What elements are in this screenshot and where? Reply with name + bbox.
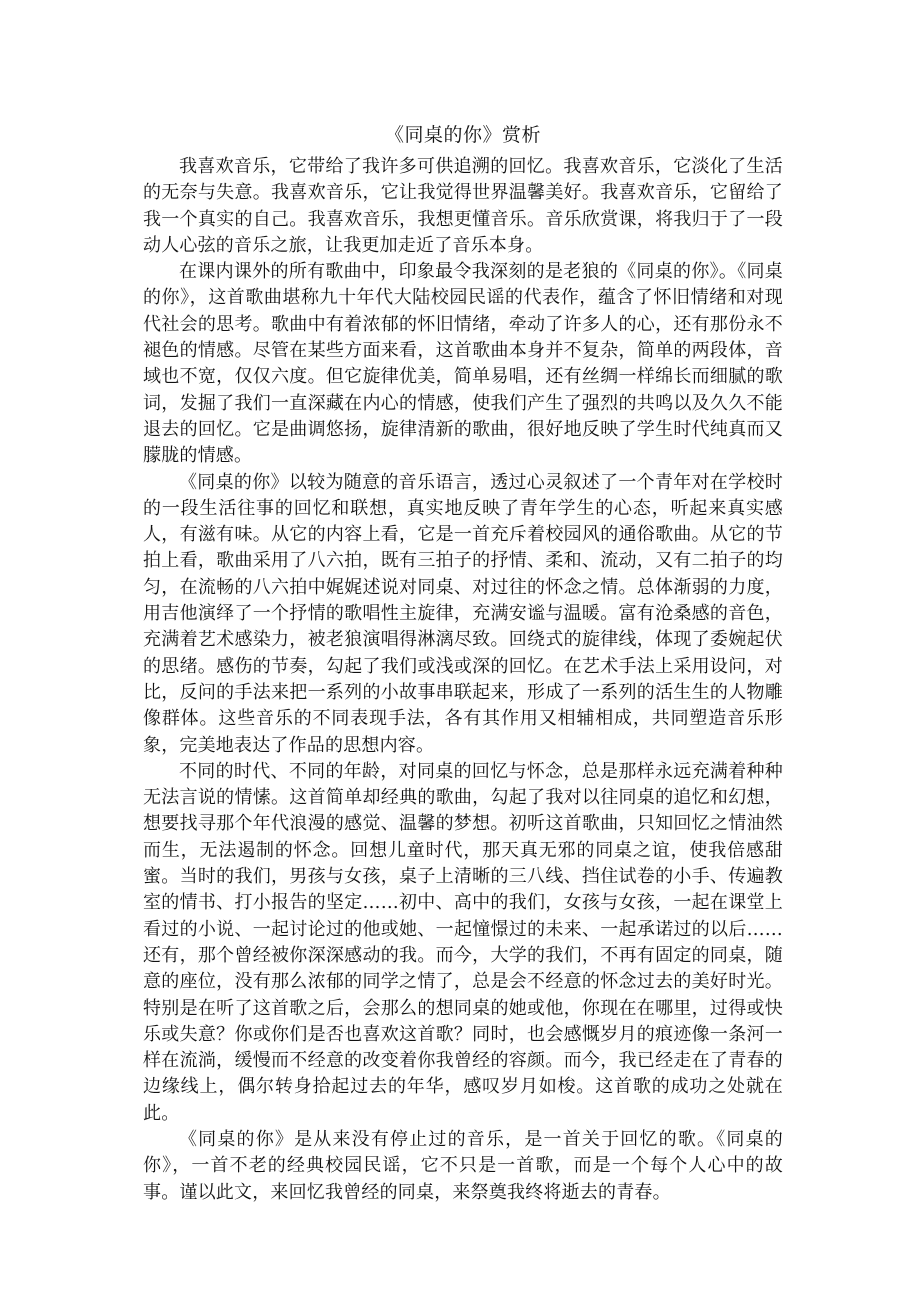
paragraph-2: 在课内课外的所有歌曲中，印象最令我深刻的是老狼的《同桌的你》。《同桌的你》，这首歌曲堪称九十年代大陆校园民谣的代表作，蕴含了怀旧情绪和对现代社会的思考。歌曲中有着浓郁的怀旧情绪，牵动了许多人的心，还有那份永不褪色的情感。尽管在某些方面来看，这首歌曲本身并不复杂，简单的两段体，音域也不宽，仅仅六度。但它旋律优美，简单易唱，还有丝绸一样绵长而细腻的歌词，发掘了我们一直深藏在内心的情感，使我们产生了强烈的共鸣以及久久不能退去的回忆。它是曲调悠扬，旋律清新的歌曲，很好地反映了学生时代纯真而又朦胧的情感。 (143, 261, 783, 467)
document-title: 《同桌的你》赏析 (384, 124, 541, 146)
paragraph-1: 我喜欢音乐，它带给了我许多可供追溯的回忆。我喜欢音乐，它淡化了生活的无奈与失意。我喜欢音乐，它让我觉得世界温馨美好。我喜欢音乐，它留给了我一个真实的自己。我喜欢音乐，我想更懂音乐。音乐欣赏课，将我归于了一段动人心弦的音乐之旅，让我更加走近了音乐本身。 (143, 156, 783, 256)
paragraph-5: 《同桌的你》是从来没有停止过的音乐，是一首关于回忆的歌。《同桌的你》，一首不老的经典校园民谣，它不只是一首歌，而是一个每个人心中的故事。谨以此文，来回忆我曾经的同桌，来祭奠我终将逝去的青春。 (143, 1128, 783, 1203)
paragraph-3: 《同桌的你》以较为随意的音乐语言，透过心灵叙述了一个青年对在学校时的一段生活往事的回忆和联想，真实地反映了青年学生的心态，听起来真实感人，有滋有味。从它的内容上看，它是一首充斥着校园风的通俗歌曲。从它的节拍上看，歌曲采用了八六拍，既有三拍子的抒情、柔和、流动，又有二拍子的均匀，在流畅的八六拍中娓娓述说对同桌、对过往的怀念之情。总体渐弱的力度，用吉他演绎了一个抒情的歌唱性主旋律，充满安谧与温暖。富有沧桑感的音色，充满着艺术感染力，被老狼演唱得淋漓尽致。回绕式的旋律线，体现了委婉起伏的思绪。感伤的节奏，勾起了我们或浅或深的回忆。在艺术手法上采用设问，对比，反问的手法来把一系列的小故事串联起来，形成了一系列的活生生的人物雕像群体。这些音乐的不同表现手法，各有其作用又相辅相成，共同塑造音乐形象，完美地表达了作品的思想内容。 (143, 471, 783, 756)
paragraph-4: 不同的时代、不同的年龄，对同桌的回忆与怀念，总是那样永远充满着种种无法言说的情愫。这首简单却经典的歌曲，勾起了我对以往同桌的追忆和幻想，想要找寻那个年代浪漫的感觉、温馨的梦想。初听这首歌曲，只知回忆之情油然而生，无法遏制的怀念。回想儿童时代，那天真无邪的同桌之谊，使我倍感甜蜜。当时的我们，男孩与女孩，桌子上清晰的三八线、挡住试卷的小手、传遍教室的情书、打小报告的坚定……初中、高中的我们，女孩与女孩，一起在课堂上看过的小说、一起讨论过的他或她、一起憧憬过的未来、一起承诺过的以后……还有，那个曾经被你深深感动的我。而今，大学的我们，不再有固定的同桌，随意的座位，没有那么浓郁的同学之情了，总是会不经意的怀念过去的美好时光。特别是在听了这首歌之后，会那么的想同桌的她或他，你现在在哪里，过得或快乐或失意？你或你们是否也喜欢这首歌？同时，也会感慨岁月的痕迹像一条河一样在流淌，缓慢而不经意的改变着你我曾经的容颜。而今，我已经走在了青春的边缘线上，偶尔转身拾起过去的年华，感叹岁月如梭。这首歌的成功之处就在此。 (143, 760, 783, 1124)
document-page (143, 112, 783, 1206)
